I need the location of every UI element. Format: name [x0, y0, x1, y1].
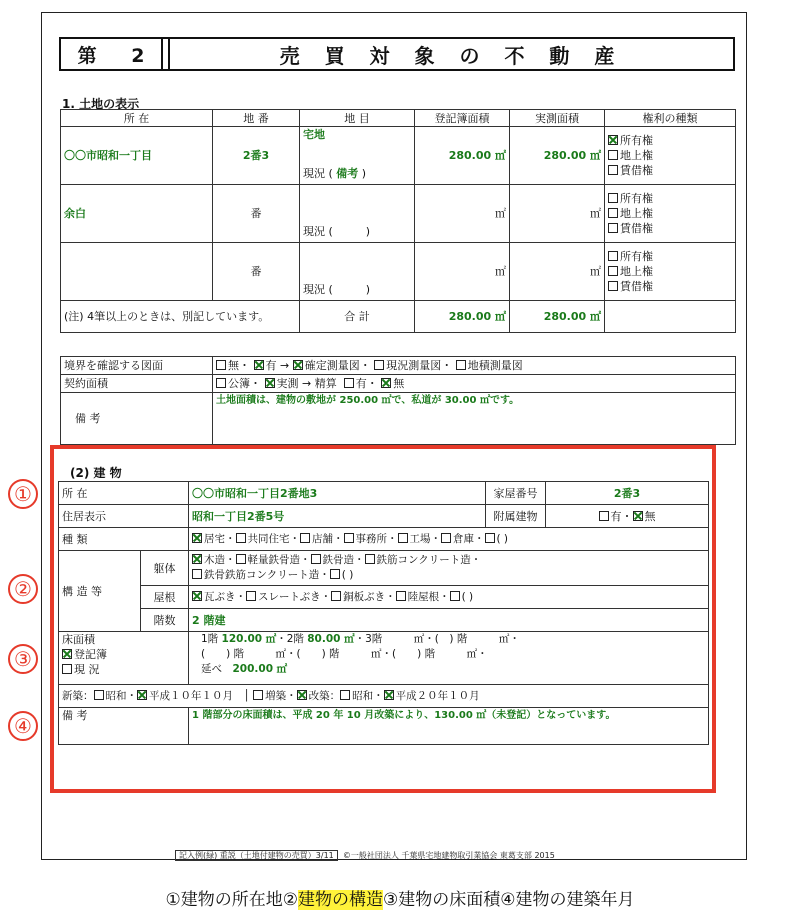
marker-2: ② — [8, 574, 38, 604]
header-category: 地 目 — [300, 110, 415, 127]
misc-table: 境界を確認する図面 無・ 有 → 確定測量図・ 現況測量図・ 地積測量図 契約面積 公簿・ 実測 → 精算 有・ 無 備 考 土地面積は、建物の敷地が 250.00 ㎡で、私道が 30.00 ㎡です。 — [60, 356, 736, 445]
title-bar — [59, 37, 735, 71]
marker-1: ① — [8, 479, 38, 509]
checkbox[interactable] — [608, 266, 618, 276]
land-table: 所 在 地 番 地 目 登記簿面積 実測面積 権利の種類 〇〇市昭和一丁目 2番3 宅地 現況 ( 備考 ) 280.00 ㎡ 280.00 ㎡ 所有権 地上権 賃借権 余白 番 現況 ( ) ㎡ ㎡ 所有権 地上権 賃借権 番 現況 ( ) ㎡ ㎡ 所有権 地上権 賃借権 (注) 4筆以上のときは、別記しています。 合 計 280.00 ㎡ 280.00 ㎡ — [60, 109, 736, 333]
building-section-title: (2) 建 物 — [70, 466, 122, 480]
marker-4: ④ — [8, 711, 38, 741]
land-section-title: 1. 土地の表示 — [62, 97, 140, 111]
header-location: 所 在 — [61, 110, 213, 127]
checkbox[interactable] — [608, 193, 618, 203]
checkbox[interactable] — [608, 281, 618, 291]
checkbox-checked[interactable] — [608, 135, 618, 145]
total-label: 合 計 — [300, 301, 415, 333]
page-title: 売 買 対 象 の 不 動 産 — [279, 43, 624, 68]
checkbox[interactable] — [608, 208, 618, 218]
header-measured: 実測面積 — [510, 110, 605, 127]
checkbox[interactable] — [608, 150, 618, 160]
checkbox[interactable] — [608, 223, 618, 233]
marker-3: ③ — [8, 644, 38, 674]
building-table: 所 在 〇〇市昭和一丁目2番地3 家屋番号 2番3 住居表示 昭和一丁目2番5号 附属建物 有・ 無 種 類 居宅・ 共同住宅・ 店舗・ 事務所・ 工場・ 倉庫・ ( ) 構 造 等 躯体 木造・ 軽量鉄骨造・ 鉄骨造・ 鉄筋コンクリート造・ 鉄骨鉄筋コンクリート造・ ( ) 屋根 瓦ぶき・ スレートぶき・ 銅板ぶき・ 陸屋根・ ( ) 階数 2 階建 床面積 登記簿 現 況 1階 120.00 ㎡・2階 80.00 ㎡・3階 ㎡・( ) 階 ㎡・ ( ) 階 ㎡・( ) 階 ㎡・( ) 階 ㎡・ 延べ 200.00 ㎡ 新築： 昭和・ 平成１０年１０月 │ 増築・ 改築： 昭和・ 平成２０年１０月 備 考 1 階部分の床面積は、平成 20 年 10 月改築により、130.00 ㎡（未登記）となっています。 — [58, 481, 709, 745]
table-row: 余白 番 現況 ( ) ㎡ ㎡ 所有権 地上権 賃借権 — [61, 185, 736, 243]
header-registered: 登記簿面積 — [415, 110, 510, 127]
checkbox[interactable] — [608, 251, 618, 261]
title-number: 第 2 — [61, 39, 163, 69]
land-note: (注) 4筆以上のときは、別記しています。 — [61, 301, 300, 333]
footer: 記入例(緑) 重説（土地付建物の売買）3/11 ©一般社団法人 千葉県宅地建物取引業協会 東葛支部 2015 — [175, 850, 555, 861]
header-lot: 地 番 — [213, 110, 300, 127]
checkbox[interactable] — [608, 165, 618, 175]
caption: ①建物の所在地②建物の構造③建物の床面積④建物の建築年月 — [165, 890, 635, 910]
table-row: 〇〇市昭和一丁目 2番3 宅地 現況 ( 備考 ) 280.00 ㎡ 280.00 ㎡ 所有権 地上権 賃借権 — [61, 127, 736, 185]
header-rights: 権利の種類 — [605, 110, 736, 127]
table-row: 番 現況 ( ) ㎡ ㎡ 所有権 地上権 賃借権 — [61, 243, 736, 301]
